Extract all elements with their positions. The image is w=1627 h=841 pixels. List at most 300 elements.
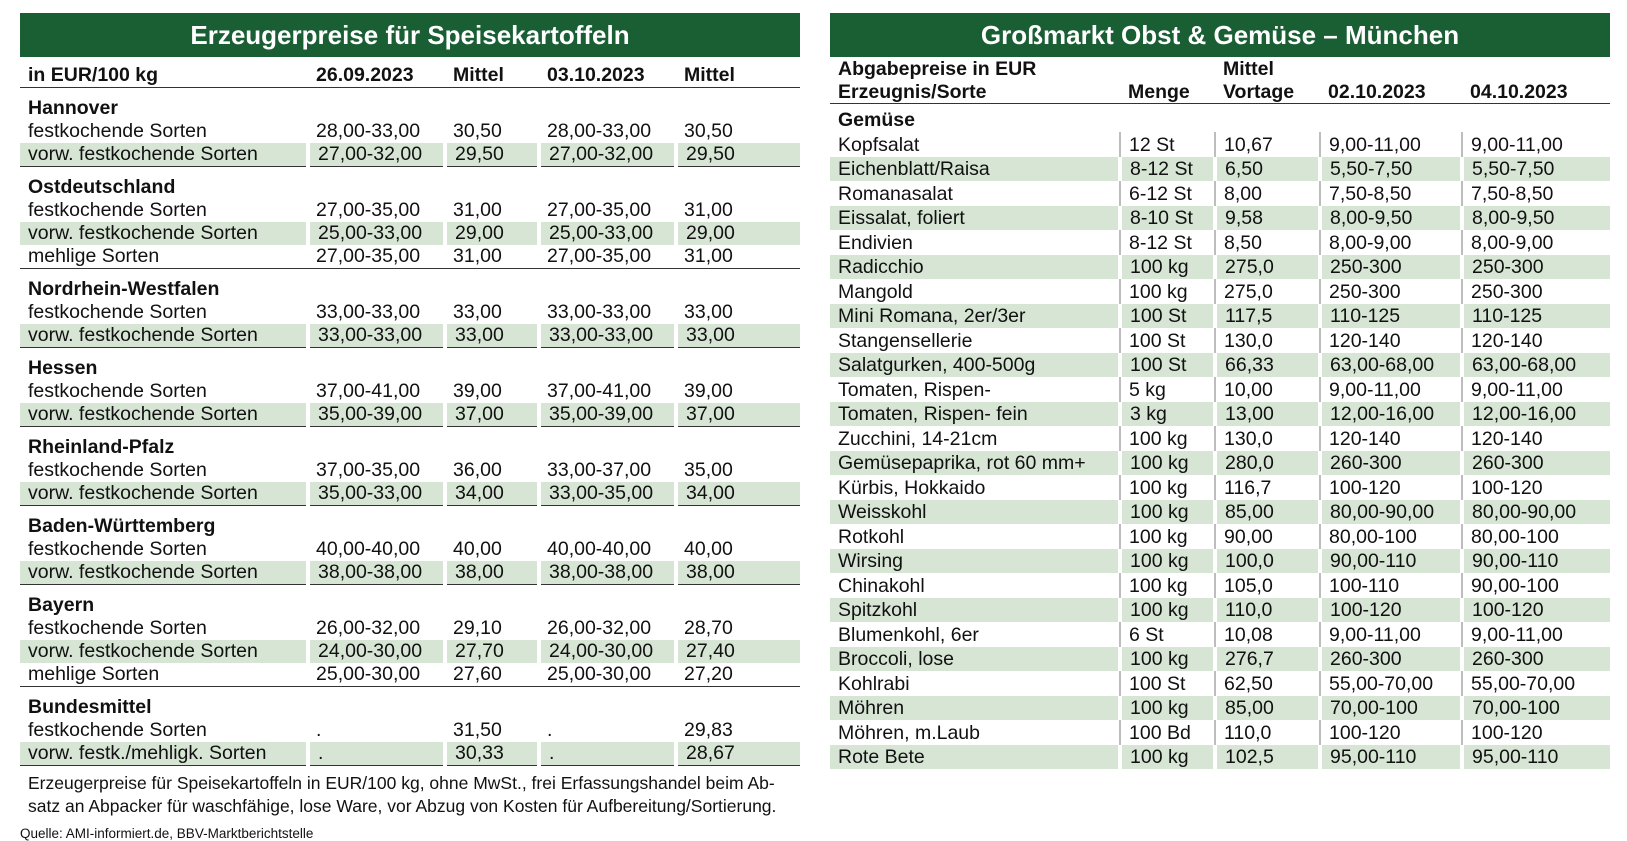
- table-cell: festkochende Sorten: [28, 380, 207, 402]
- table-cell: vorw. festkochende Sorten: [20, 324, 308, 348]
- table-cell: 25,00-30,00: [539, 663, 676, 687]
- table-cell: 31,00: [684, 199, 733, 221]
- table-row: [830, 206, 1610, 231]
- table-cell: 9,00-11,00: [1462, 377, 1610, 402]
- table-row: [20, 640, 800, 663]
- table-cell: 27,00-35,00: [316, 199, 421, 221]
- table-row: [20, 245, 800, 269]
- table-cell: 110,0: [1215, 598, 1320, 623]
- table-cell: 80,00-100: [1462, 524, 1610, 549]
- region-label: Bayern: [28, 594, 95, 616]
- table-cell: festkochende Sorten: [28, 459, 207, 481]
- table-row: [830, 132, 1610, 157]
- table-cell: Eissalat, foliert: [830, 206, 1120, 231]
- table-cell: 8,50: [1215, 230, 1320, 255]
- table-cell: mehlige Sorten: [20, 663, 308, 687]
- table-cell: 27,00-32,00: [539, 143, 676, 167]
- table-cell: vorw. festkochende Sorten: [20, 143, 308, 167]
- table-row: [830, 451, 1610, 476]
- table-cell: 40,00: [684, 538, 733, 560]
- table-cell: Endivien: [838, 231, 913, 254]
- region-label: Bundesmittel: [28, 696, 152, 718]
- table-row: [20, 222, 800, 245]
- table-cell: 260-300: [1320, 451, 1462, 476]
- table-row: [830, 720, 1610, 745]
- table-cell: 100-120: [1320, 720, 1462, 745]
- table-row: [20, 143, 800, 167]
- table-cell: .: [308, 742, 445, 766]
- region-label: Rheinland-Pfalz: [28, 436, 175, 458]
- table-cell: 100-110: [1320, 573, 1462, 598]
- table-cell: festkochende Sorten: [28, 617, 207, 639]
- table-row: [830, 549, 1610, 574]
- table-cell: 9,00-11,00: [1320, 377, 1462, 402]
- table-cell: 5,50-7,50: [1462, 157, 1610, 182]
- wholesale-prices-table: [830, 57, 1610, 769]
- table-cell: 33,00-37,00: [547, 459, 652, 481]
- table-cell: 85,00: [1215, 500, 1320, 525]
- table-cell: 105,0: [1215, 573, 1320, 598]
- table-cell: festkochende Sorten: [28, 301, 207, 323]
- region-row: [20, 687, 800, 720]
- header-cell: 04.10.2023: [1462, 80, 1610, 104]
- table-cell: 95,00-110: [1462, 745, 1610, 770]
- table-cell: 37,00-41,00: [547, 380, 652, 402]
- table-cell: 90,00: [1215, 524, 1320, 549]
- table-cell: 55,00-70,00: [1320, 671, 1462, 696]
- table-cell: 100 kg: [1120, 279, 1215, 304]
- table-cell: 8,00-9,00: [1462, 230, 1610, 255]
- table-row: [20, 742, 800, 766]
- table-cell: festkochende Sorten: [28, 199, 207, 221]
- table-cell: 29,50: [445, 143, 539, 167]
- table-cell: 100-120: [1462, 720, 1610, 745]
- table-cell: Mini Romana, 2er/3er: [830, 304, 1120, 329]
- header-cell: Mittel: [676, 57, 800, 88]
- table-cell: Rotkohl: [838, 525, 905, 548]
- table-cell: 275,0: [1215, 255, 1320, 280]
- table-row: [830, 402, 1610, 427]
- table-cell: 95,00-110: [1320, 745, 1462, 770]
- table-cell: 3 kg: [1120, 402, 1215, 427]
- table-cell: 8-10 St: [1120, 206, 1215, 231]
- table-cell: 25,00-33,00: [308, 222, 445, 245]
- region-row: [20, 585, 800, 618]
- table-cell: .: [547, 719, 553, 741]
- table-cell: Broccoli, lose: [830, 647, 1120, 672]
- wholesale-header-row-2: [830, 80, 1610, 104]
- table-cell: 33,00: [676, 324, 800, 348]
- table-row: [830, 622, 1610, 647]
- potato-prices-title: Erzeugerpreise für Speisekartoffeln: [20, 13, 800, 57]
- table-cell: 10,67: [1215, 132, 1320, 157]
- table-cell: 100 kg: [1120, 475, 1215, 500]
- region-row: [20, 427, 800, 460]
- table-cell: 35,00-39,00: [308, 403, 445, 427]
- table-cell: Möhren, m.Laub: [838, 721, 980, 744]
- table-cell: 100-120: [1462, 475, 1610, 500]
- table-cell: Mangold: [838, 280, 913, 303]
- region-row: [20, 167, 800, 200]
- table-cell: 100 kg: [1120, 745, 1215, 770]
- table-row: [830, 426, 1610, 451]
- table-cell: 30,33: [445, 742, 539, 766]
- table-cell: 28,00-33,00: [547, 120, 652, 142]
- table-cell: 24,00-30,00: [539, 640, 676, 663]
- table-cell: 24,00-30,00: [308, 640, 445, 663]
- table-cell: 8,00-9,50: [1462, 206, 1610, 231]
- table-cell: 9,00-11,00: [1462, 132, 1610, 157]
- header-cell: 26.09.2023: [308, 57, 445, 88]
- table-cell: 80,00-90,00: [1320, 500, 1462, 525]
- table-row: [20, 324, 800, 348]
- table-cell: 100 kg: [1120, 573, 1215, 598]
- table-cell: 100 Bd: [1120, 720, 1215, 745]
- table-cell: festkochende Sorten: [28, 120, 207, 142]
- table-cell: 37,00-35,00: [316, 459, 421, 481]
- potato-table-body: [20, 88, 800, 766]
- table-cell: 31,00: [676, 245, 800, 269]
- source-note: Quelle: AMI-informiert.de, BBV-Marktberichtstelle: [20, 826, 314, 841]
- region-row: [20, 269, 800, 302]
- table-cell: 28,70: [684, 617, 733, 639]
- table-cell: 110,0: [1215, 720, 1320, 745]
- table-row: [830, 598, 1610, 623]
- category-row: [830, 104, 1610, 133]
- table-cell: Blumenkohl, 6er: [838, 623, 979, 646]
- table-cell: 36,00: [453, 459, 502, 481]
- table-cell: Kopfsalat: [838, 133, 920, 156]
- table-row: [20, 120, 800, 143]
- table-cell: 27,40: [676, 640, 800, 663]
- table-cell: Spitzkohl: [830, 598, 1120, 623]
- table-cell: 27,60: [445, 663, 539, 687]
- table-cell: Radicchio: [830, 255, 1120, 280]
- table-cell: 9,00-11,00: [1320, 622, 1462, 647]
- table-cell: 30,50: [453, 120, 502, 142]
- table-cell: festkochende Sorten: [28, 538, 207, 560]
- table-cell: 130,0: [1215, 426, 1320, 451]
- table-cell: 39,00: [684, 380, 733, 402]
- table-cell: vorw. festkochende Sorten: [20, 640, 308, 663]
- table-cell: Möhren: [830, 696, 1120, 721]
- table-cell: 12,00-16,00: [1462, 402, 1610, 427]
- region-label: Hannover: [28, 97, 118, 119]
- table-cell: 100-120: [1320, 475, 1462, 500]
- footnote-line: satz an Abpacker für waschfähige, lose Ware, vor Abzug von Kosten für Aufbereitung/Sortierung.: [28, 796, 777, 816]
- table-cell: 80,00-90,00: [1462, 500, 1610, 525]
- header-cell: [1320, 57, 1462, 80]
- table-cell: 9,58: [1215, 206, 1320, 231]
- table-cell: 8,00-9,00: [1320, 230, 1462, 255]
- table-cell: 25,00-30,00: [308, 663, 445, 687]
- table-cell: 100 St: [1120, 328, 1215, 353]
- table-cell: 100-120: [1462, 598, 1610, 623]
- table-cell: 100 kg: [1120, 426, 1215, 451]
- wholesale-header-row-1: [830, 57, 1610, 80]
- table-cell: 31,50: [453, 719, 502, 741]
- table-cell: 12,00-16,00: [1320, 402, 1462, 427]
- table-row: [20, 380, 800, 403]
- header-cell: Abgabepreise in EUR: [838, 58, 1037, 80]
- table-cell: 90,00-110: [1462, 549, 1610, 574]
- table-cell: 250-300: [1462, 279, 1610, 304]
- table-cell: 6 St: [1120, 622, 1215, 647]
- region-label: Hessen: [28, 357, 98, 379]
- table-cell: 38,00-38,00: [308, 561, 445, 585]
- table-cell: 37,00: [676, 403, 800, 427]
- table-row: [20, 663, 800, 687]
- table-cell: Chinakohl: [838, 574, 925, 597]
- table-cell: 33,00: [445, 324, 539, 348]
- table-row: [20, 719, 800, 742]
- table-cell: 40,00-40,00: [547, 538, 652, 560]
- table-row: [830, 745, 1610, 770]
- table-row: [20, 538, 800, 561]
- table-cell: 8-12 St: [1120, 230, 1215, 255]
- table-cell: 34,00: [445, 482, 539, 506]
- header-cell: 03.10.2023: [539, 57, 676, 88]
- table-cell: 55,00-70,00: [1462, 671, 1610, 696]
- header-cell: Menge: [1120, 80, 1215, 104]
- table-cell: 120-140: [1462, 426, 1610, 451]
- table-row: [830, 279, 1610, 304]
- table-cell: 26,00-32,00: [316, 617, 421, 639]
- table-cell: 276,7: [1215, 647, 1320, 672]
- table-cell: Wirsing: [830, 549, 1120, 574]
- table-row: [830, 475, 1610, 500]
- table-cell: 120-140: [1320, 426, 1462, 451]
- table-row: [830, 671, 1610, 696]
- potato-prices-panel: [20, 13, 800, 841]
- table-cell: 33,00-33,00: [316, 301, 421, 323]
- table-cell: 130,0: [1215, 328, 1320, 353]
- table-cell: 100 kg: [1120, 696, 1215, 721]
- header-cell: Mittel: [445, 57, 539, 88]
- table-cell: 27,00-35,00: [539, 245, 676, 269]
- table-cell: 33,00-33,00: [539, 324, 676, 348]
- table-row: [20, 459, 800, 482]
- table-cell: Gemüsepaprika, rot 60 mm+: [830, 451, 1120, 476]
- table-row: [830, 647, 1610, 672]
- category-label: Gemüse: [838, 109, 915, 131]
- potato-footnote: [20, 766, 800, 818]
- table-cell: Rote Bete: [830, 745, 1120, 770]
- table-cell: 13,00: [1215, 402, 1320, 427]
- table-cell: 31,00: [453, 199, 502, 221]
- table-cell: 37,00-41,00: [316, 380, 421, 402]
- table-cell: 38,00: [445, 561, 539, 585]
- table-cell: Tomaten, Rispen-: [838, 378, 991, 401]
- table-cell: vorw. festkochende Sorten: [20, 561, 308, 585]
- table-cell: 6-12 St: [1120, 181, 1215, 206]
- table-row: [830, 696, 1610, 721]
- table-cell: 100 kg: [1120, 549, 1215, 574]
- table-cell: 100 kg: [1120, 647, 1215, 672]
- region-label: Nordrhein-Westfalen: [28, 278, 220, 300]
- table-cell: 35,00-33,00: [308, 482, 445, 506]
- table-cell: 27,00-35,00: [308, 245, 445, 269]
- table-cell: 28,00-33,00: [316, 120, 421, 142]
- table-cell: festkochende Sorten: [28, 719, 207, 741]
- table-cell: 250-300: [1462, 255, 1610, 280]
- table-cell: 100 St: [1120, 353, 1215, 378]
- table-cell: 28,67: [676, 742, 800, 766]
- table-cell: 29,00: [676, 222, 800, 245]
- table-cell: 29,00: [445, 222, 539, 245]
- table-cell: Kohlrabi: [838, 672, 910, 695]
- table-cell: 29,50: [676, 143, 800, 167]
- table-cell: 12 St: [1120, 132, 1215, 157]
- table-cell: 110-125: [1462, 304, 1610, 329]
- table-cell: 70,00-100: [1320, 696, 1462, 721]
- table-cell: 30,50: [684, 120, 733, 142]
- header-cell: in EUR/100 kg: [20, 57, 308, 88]
- table-row: [830, 573, 1610, 598]
- region-label: Ostdeutschland: [28, 176, 176, 198]
- header-cell: [1462, 57, 1610, 80]
- table-cell: 38,00-38,00: [539, 561, 676, 585]
- table-cell: Salatgurken, 400-500g: [830, 353, 1120, 378]
- header-cell: Vortage: [1215, 80, 1320, 104]
- region-label: Baden-Württemberg: [28, 515, 216, 537]
- table-row: [830, 353, 1610, 378]
- wholesale-table-body: [830, 104, 1610, 770]
- region-row: [20, 506, 800, 539]
- table-row: [830, 328, 1610, 353]
- table-cell: 100,0: [1215, 549, 1320, 574]
- table-cell: 35,00-39,00: [539, 403, 676, 427]
- table-cell: 70,00-100: [1462, 696, 1610, 721]
- table-cell: 100 kg: [1120, 500, 1215, 525]
- table-cell: 100 kg: [1120, 451, 1215, 476]
- table-cell: 33,00: [684, 301, 733, 323]
- table-cell: 33,00-33,00: [547, 301, 652, 323]
- table-cell: vorw. festkochende Sorten: [20, 482, 308, 506]
- table-cell: 5,50-7,50: [1320, 157, 1462, 182]
- table-cell: .: [316, 719, 322, 741]
- table-cell: 25,00-33,00: [539, 222, 676, 245]
- table-cell: 100 kg: [1120, 255, 1215, 280]
- wholesale-market-title: Großmarkt Obst & Gemüse – München: [830, 13, 1610, 57]
- potato-prices-table: [20, 57, 800, 766]
- table-cell: 100 St: [1120, 671, 1215, 696]
- table-cell: 275,0: [1215, 279, 1320, 304]
- table-cell: 63,00-68,00: [1320, 353, 1462, 378]
- table-cell: 120-140: [1320, 328, 1462, 353]
- table-cell: 10,08: [1215, 622, 1320, 647]
- table-row: [830, 377, 1610, 402]
- table-cell: 39,00: [453, 380, 502, 402]
- table-cell: vorw. festkochende Sorten: [20, 222, 308, 245]
- table-cell: 33,00: [453, 301, 502, 323]
- table-cell: 26,00-32,00: [547, 617, 652, 639]
- table-cell: vorw. festkochende Sorten: [20, 403, 308, 427]
- table-cell: 40,00-40,00: [316, 538, 421, 560]
- table-cell: 34,00: [676, 482, 800, 506]
- table-cell: 117,5: [1215, 304, 1320, 329]
- table-cell: Romanasalat: [838, 182, 953, 205]
- table-row: [830, 157, 1610, 182]
- table-cell: 5 kg: [1120, 377, 1215, 402]
- table-cell: 8-12 St: [1120, 157, 1215, 182]
- table-cell: 100 kg: [1120, 598, 1215, 623]
- header-cell: 02.10.2023: [1320, 80, 1462, 104]
- table-cell: 8,00-9,50: [1320, 206, 1462, 231]
- table-cell: 9,00-11,00: [1320, 132, 1462, 157]
- table-cell: mehlige Sorten: [20, 245, 308, 269]
- table-cell: 10,00: [1215, 377, 1320, 402]
- table-cell: 102,5: [1215, 745, 1320, 770]
- table-cell: vorw. festk./mehligk. Sorten: [20, 742, 308, 766]
- table-cell: 260-300: [1462, 451, 1610, 476]
- table-cell: 6,50: [1215, 157, 1320, 182]
- header-cell: Erzeugnis/Sorte: [830, 80, 1120, 104]
- table-cell: 90,00-100: [1462, 573, 1610, 598]
- table-row: [830, 500, 1610, 525]
- header-cell: [1120, 57, 1215, 80]
- table-cell: Stangensellerie: [838, 329, 973, 352]
- wholesale-market-panel: [830, 13, 1610, 769]
- table-row: [830, 524, 1610, 549]
- table-row: [830, 304, 1610, 329]
- table-cell: 7,50-8,50: [1320, 181, 1462, 206]
- table-row: [830, 255, 1610, 280]
- table-cell: 8,00: [1215, 181, 1320, 206]
- table-cell: 29,83: [684, 719, 733, 741]
- table-row: [20, 301, 800, 324]
- table-cell: 66,33: [1215, 353, 1320, 378]
- table-cell: 27,70: [445, 640, 539, 663]
- table-row: [20, 561, 800, 585]
- table-cell: 9,00-11,00: [1462, 622, 1610, 647]
- potato-header-row: [20, 57, 800, 88]
- table-cell: 33,00-33,00: [308, 324, 445, 348]
- table-row: [830, 181, 1610, 206]
- table-cell: 27,00-32,00: [308, 143, 445, 167]
- table-cell: 100-120: [1320, 598, 1462, 623]
- table-row: [830, 230, 1610, 255]
- table-cell: 80,00-100: [1320, 524, 1462, 549]
- table-cell: 27,20: [676, 663, 800, 687]
- table-cell: Weisskohl: [830, 500, 1120, 525]
- table-cell: Zucchini, 14-21cm: [838, 427, 998, 450]
- table-cell: 63,00-68,00: [1462, 353, 1610, 378]
- table-cell: .: [539, 742, 676, 766]
- table-cell: 33,00-35,00: [539, 482, 676, 506]
- table-cell: 260-300: [1462, 647, 1610, 672]
- region-row: [20, 348, 800, 381]
- footnote-line: Erzeugerpreise für Speisekartoffeln in EUR/100 kg, ohne MwSt., frei Erfassungshandel beim Ab-: [28, 773, 775, 793]
- table-cell: 85,00: [1215, 696, 1320, 721]
- table-cell: 62,50: [1215, 671, 1320, 696]
- table-row: [20, 199, 800, 222]
- table-cell: Tomaten, Rispen- fein: [830, 402, 1120, 427]
- table-row: [20, 403, 800, 427]
- table-cell: 116,7: [1215, 475, 1320, 500]
- table-cell: 120-140: [1462, 328, 1610, 353]
- table-cell: 110-125: [1320, 304, 1462, 329]
- table-cell: 7,50-8,50: [1462, 181, 1610, 206]
- table-cell: 100 St: [1120, 304, 1215, 329]
- table-cell: 27,00-35,00: [547, 199, 652, 221]
- table-cell: 35,00: [684, 459, 733, 481]
- table-cell: Kürbis, Hokkaido: [838, 476, 986, 499]
- table-cell: 280,0: [1215, 451, 1320, 476]
- table-cell: 37,00: [445, 403, 539, 427]
- table-row: [20, 482, 800, 506]
- table-cell: 40,00: [453, 538, 502, 560]
